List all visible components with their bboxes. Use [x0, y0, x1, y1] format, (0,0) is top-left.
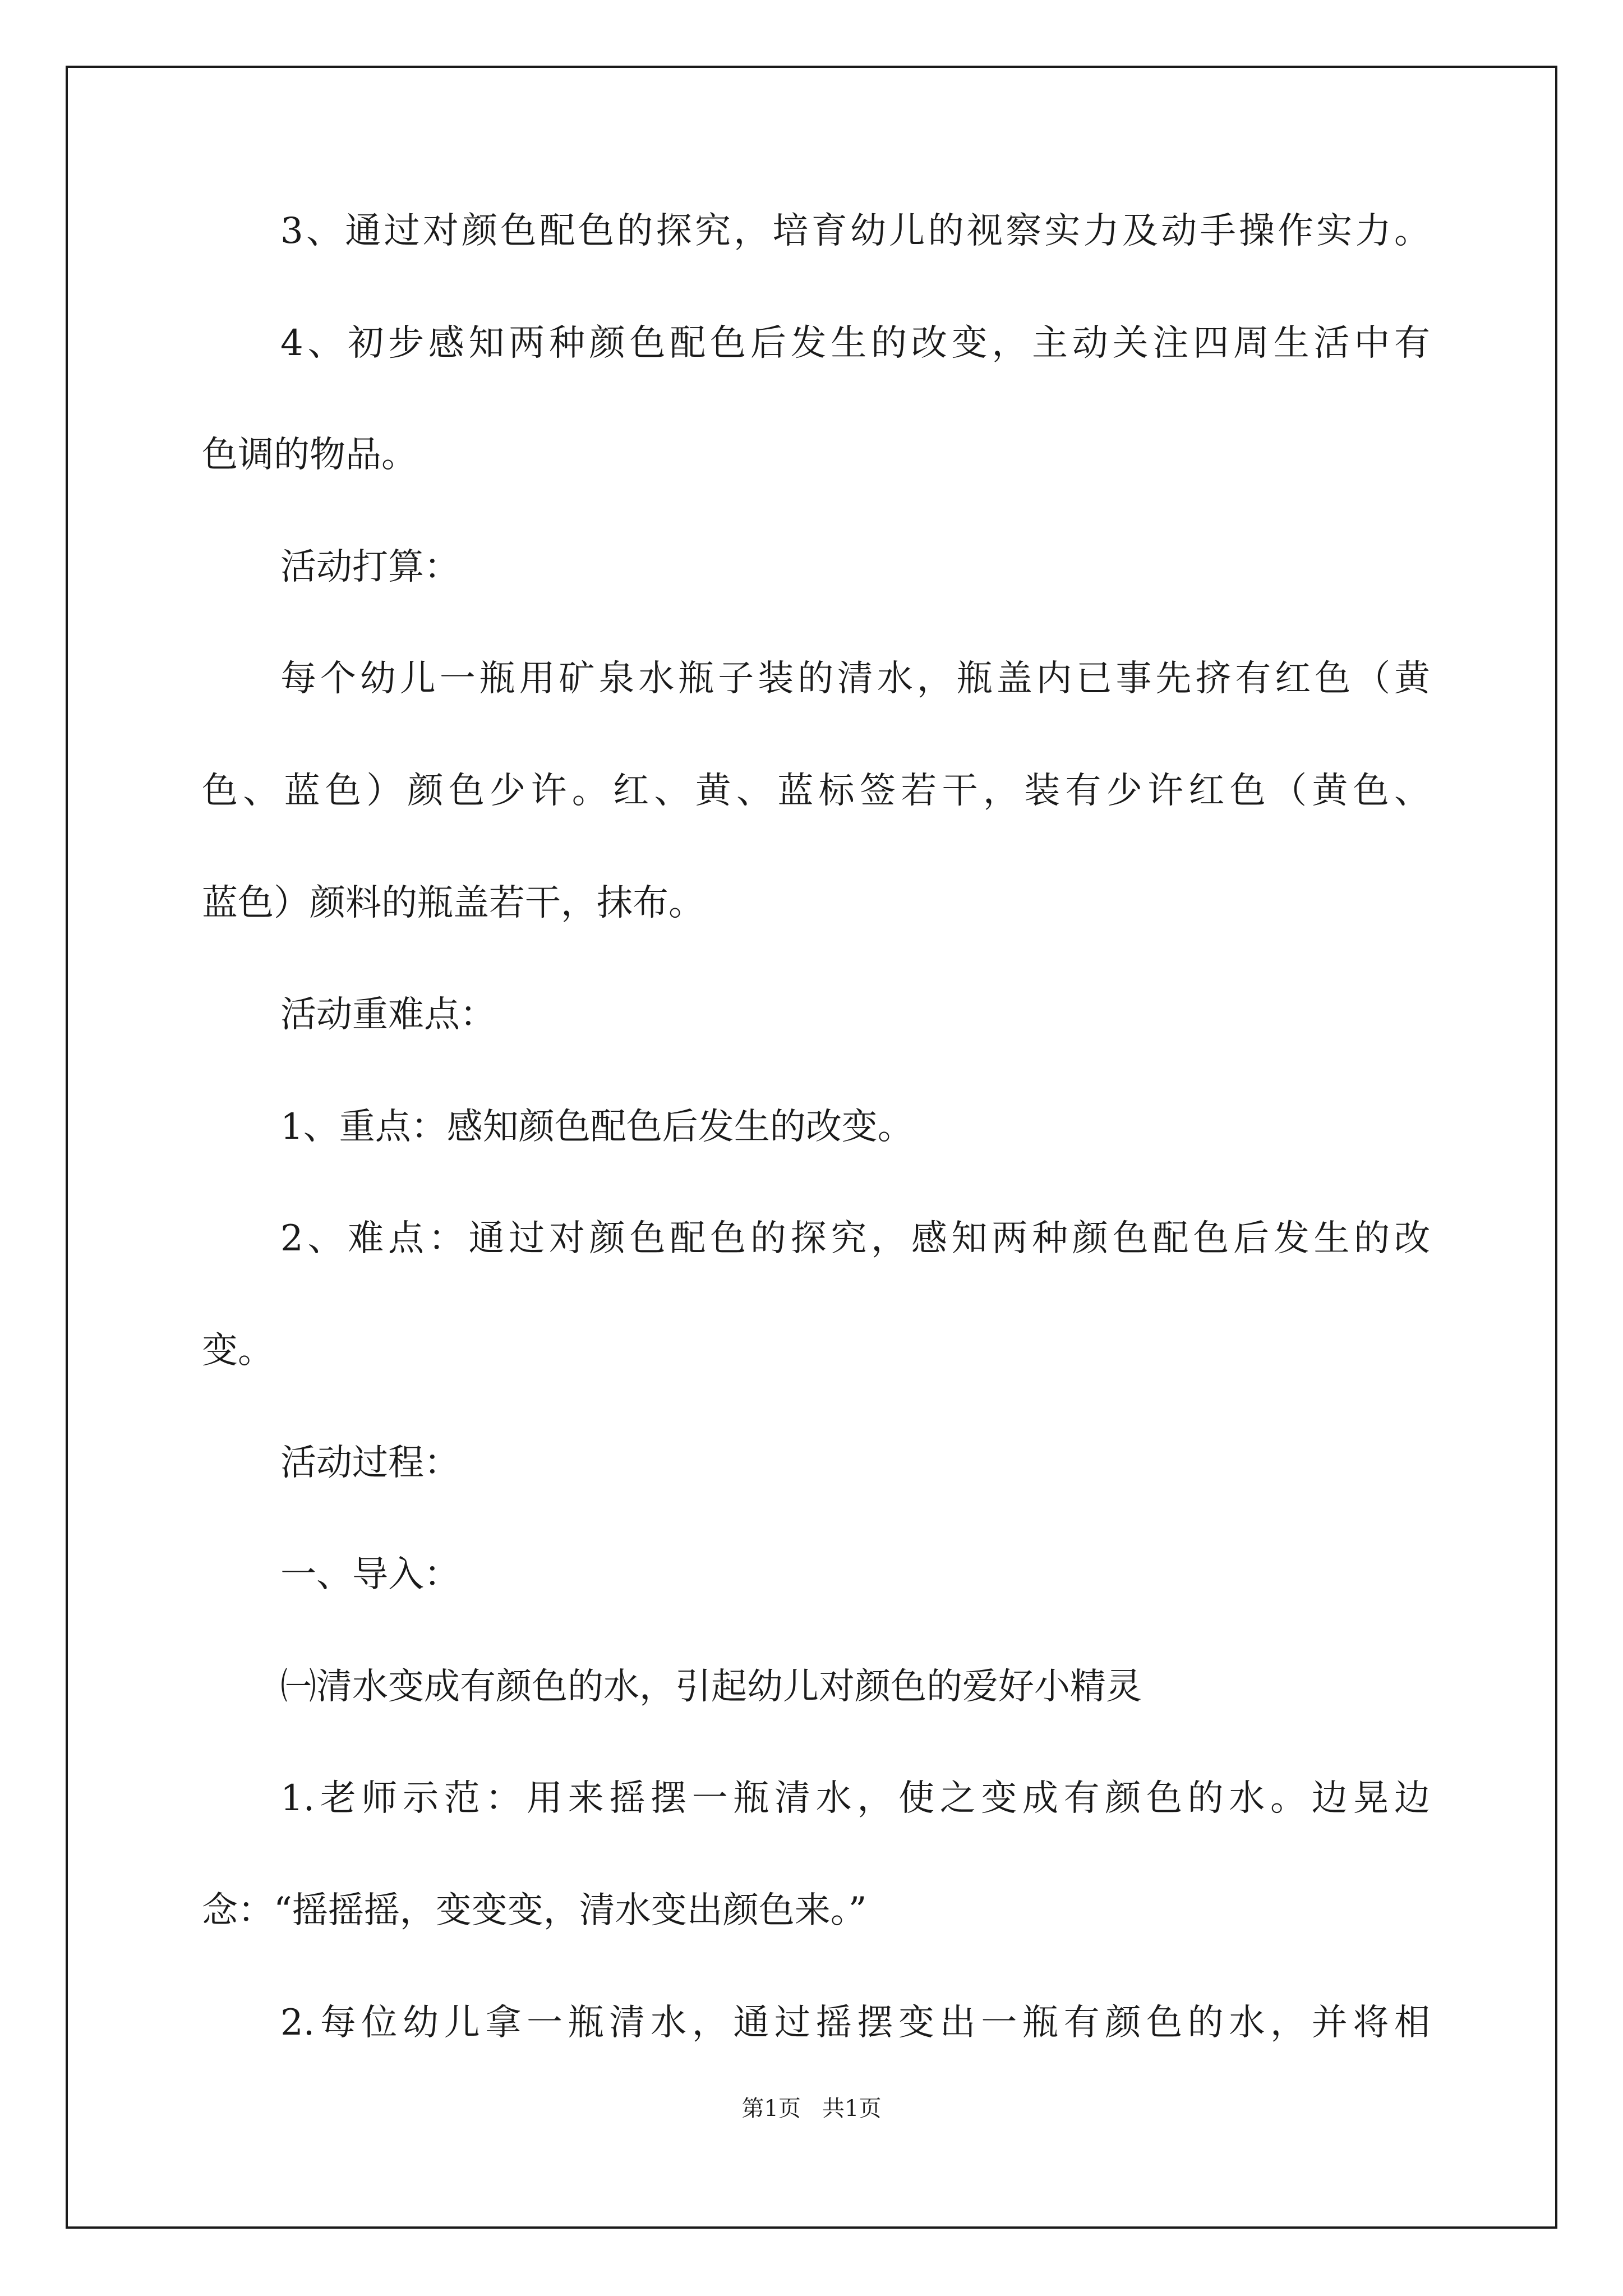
text-line: 每个幼儿一瓶用矿泉水瓶子装的清水，瓶盖内已事先挤有红色（黄	[280, 658, 1430, 700]
text-line: 色调的物品。	[202, 434, 417, 476]
text-line: 念：“摇摇摇，变变变，清水变出颜色来。”	[202, 1890, 867, 1931]
text-line: 4、初步感知两种颜色配色后发生的改变，主动关注四周生活中有	[280, 322, 1430, 364]
text-line: 3、通过对颜色配色的探究，培育幼儿的视察实力及动手操作实力。	[280, 210, 1430, 252]
text-line: ㈠清水变成有颜色的水，引起幼儿对颜色的爱好小精灵	[280, 1665, 1142, 1708]
text-line: 蓝色）颜料的瓶盖若干，抹布。	[202, 882, 704, 924]
text-line: 2、难点：通过对颜色配色的探究，感知两种颜色配色后发生的改	[280, 1218, 1430, 1260]
text-line: 2.每位幼儿拿一瓶清水，通过摇摆变出一瓶有颜色的水，并将相	[280, 2001, 1430, 2044]
text-line: 1.老师示范：用来摇摆一瓶清水，使之变成有颜色的水。边晃边	[280, 1778, 1430, 1820]
text-line: 活动过程：	[280, 1442, 460, 1484]
text-line: 色、蓝色）颜色少许。红、黄、蓝标签若干，装有少许红色（黄色、	[202, 770, 1430, 812]
text-line: 变。	[202, 1330, 274, 1372]
text-line: 活动打算：	[280, 546, 460, 588]
page-footer: 第1页 共1页	[741, 2096, 882, 2122]
text-line: 1、重点：感知颜色配色后发生的改变。	[280, 1106, 914, 1148]
text-line: 一、导入：	[280, 1554, 460, 1596]
text-line: 活动重难点：	[280, 994, 496, 1036]
